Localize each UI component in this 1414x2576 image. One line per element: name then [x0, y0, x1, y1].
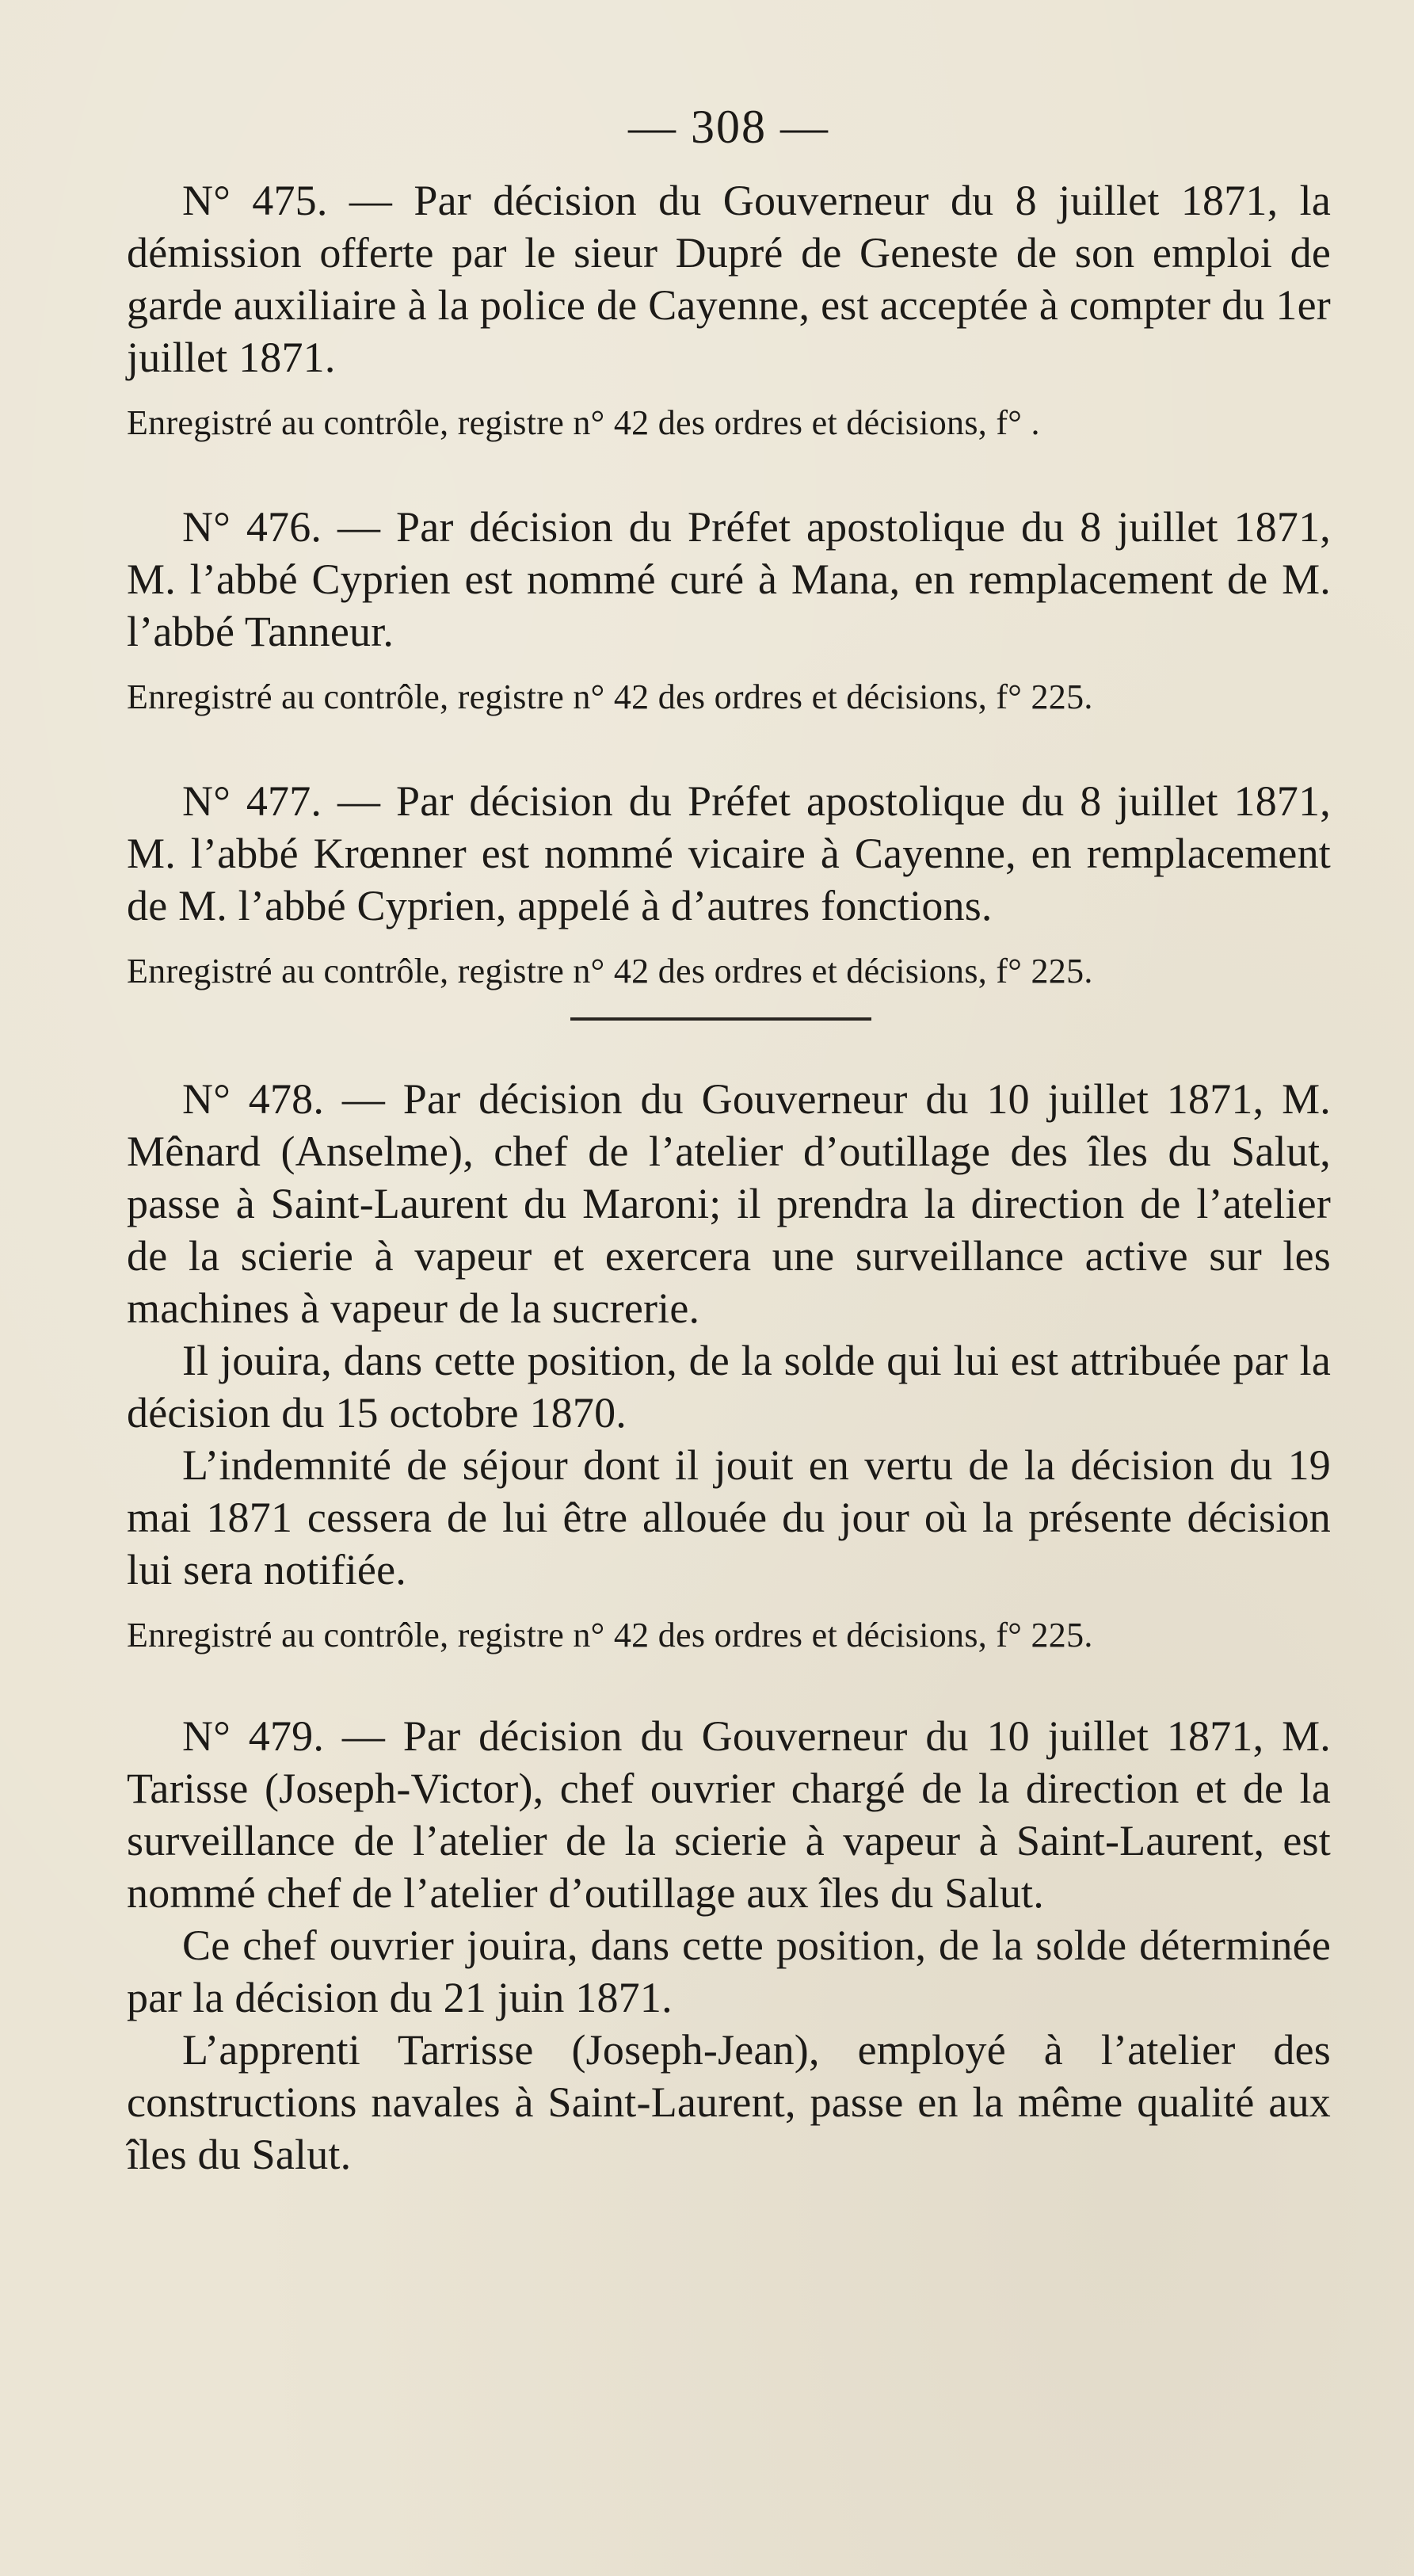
entry-479-paragraph-3: L’apprenti Tarrisse (Joseph-Jean), employé à l’atelier des constructions navales à Saint-Laurent, passe en la même qualité aux îles du Salut. — [127, 2026, 1331, 2178]
entry-479-paragraph-2: Ce chef ouvrier jouira, dans cette position, de la solde déterminée par la décision du 21 juin 1871. — [127, 1922, 1331, 2021]
entry-477-registration: Enregistré au contrôle, registre n° 42 des ordres et décisions, f° 225. — [127, 952, 1093, 990]
entry-476-registration: Enregistré au contrôle, registre n° 42 des ordres et décisions, f° 225. — [127, 677, 1093, 716]
entry-478 — [127, 1073, 1331, 1658]
entry-475 — [127, 174, 1331, 445]
entry-478-paragraph-2: Il jouira, dans cette position, de la solde qui lui est attribuée par la décision du 15 octobre 1870. — [127, 1337, 1331, 1437]
spacer — [127, 719, 1331, 775]
entry-479 — [127, 1710, 1331, 2181]
text-column — [127, 95, 1331, 2181]
entry-475-paragraph-1: N° 475. — Par décision du Gouverneur du 8 juillet 1871, la démission offerte par le sieur Dupré de Geneste de son emploi de garde auxiliaire à la police de Cayenne, est acceptée à compter du 1er juillet 1871. — [127, 177, 1331, 381]
entry-476 — [127, 501, 1331, 719]
spacer — [127, 1041, 1331, 1073]
entry-478-registration: Enregistré au contrôle, registre n° 42 des ordres et décisions, f° 225. — [127, 1616, 1093, 1654]
entry-475-registration: Enregistré au contrôle, registre n° 42 des ordres et décisions, f° . — [127, 403, 1040, 442]
entry-477 — [127, 775, 1331, 994]
spacer — [127, 445, 1331, 501]
entry-476-paragraph-1: N° 476. — Par décision du Préfet apostolique du 8 juillet 1871, M. l’abbé Cyprien est nommé curé à Mana, en remplacement de M. l’abbé Tanneur. — [127, 503, 1331, 655]
entry-477-paragraph-1: N° 477. — Par décision du Préfet apostolique du 8 juillet 1871, M. l’abbé Krœnner est nommé vicaire à Cayenne, en remplacement de M. l’abbé Cyprien, appelé à d’autres fonctions. — [127, 777, 1331, 929]
spacer — [127, 1658, 1331, 1710]
page-number: — 308 — — [628, 101, 829, 153]
section-separator — [127, 994, 1331, 1041]
entry-478-paragraph-3: L’indemnité de séjour dont il jouit en vertu de la décision du 19 mai 1871 cessera de lui être allouée du jour où la présente décision lui sera notifiée. — [127, 1441, 1331, 1593]
separator-rule — [570, 1017, 871, 1021]
entry-479-paragraph-1: N° 479. — Par décision du Gouverneur du 10 juillet 1871, M. Tarisse (Joseph-Victor), chef ouvrier chargé de la direction et de la surveillance de l’atelier de la scierie à vapeur à Saint-Laurent, est nommé chef de l’atelier d’outillage aux îles du Salut. — [127, 1712, 1331, 1917]
entry-478-paragraph-1: N° 478. — Par décision du Gouverneur du 10 juillet 1871, M. Mênard (Anselme), chef de l’atelier d’outillage des îles du Salut, passe à Saint-Laurent du Maroni; il prendra la direction de l’atelier de la scierie à vapeur et exercera une surveillance active sur les machines à vapeur de la sucrerie. — [127, 1075, 1331, 1332]
